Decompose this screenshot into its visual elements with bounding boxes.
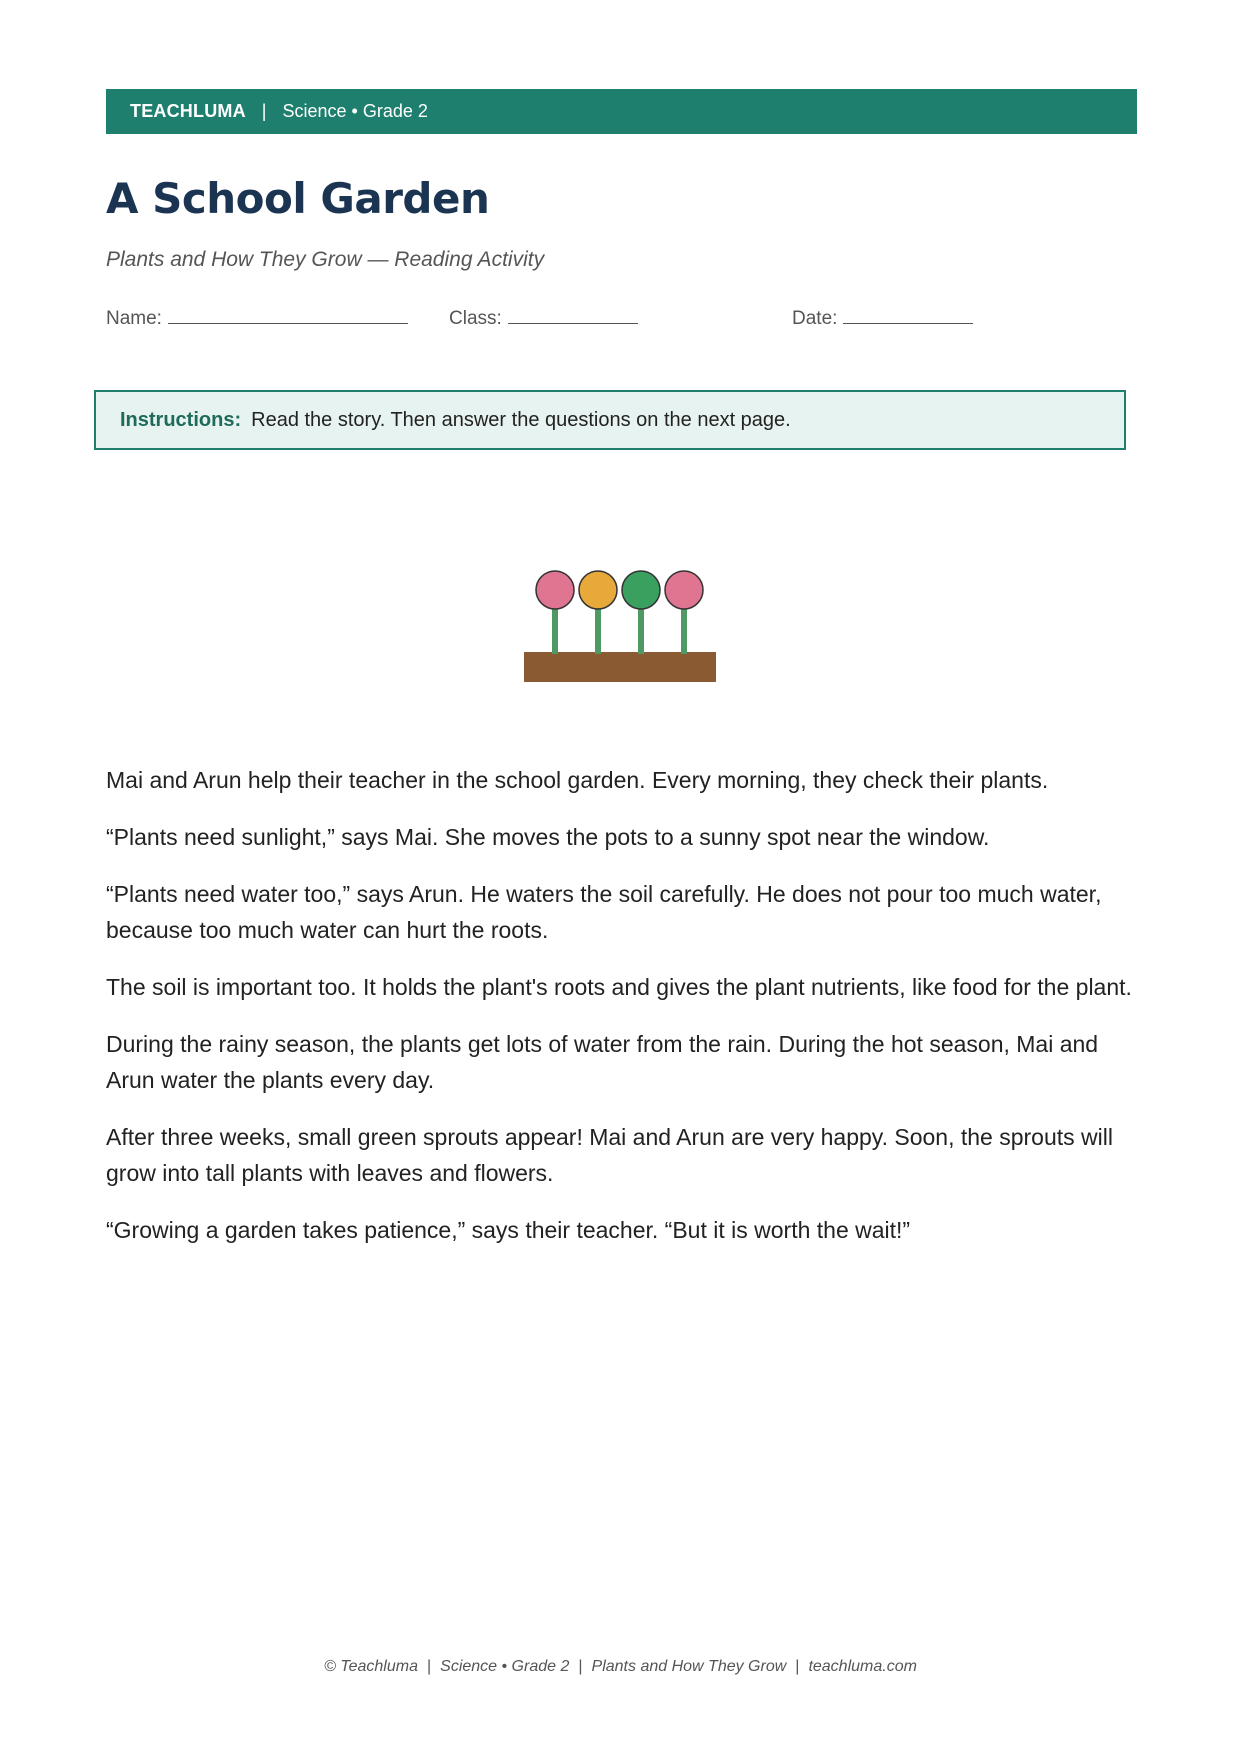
story-paragraph: Mai and Arun help their teacher in the school garden. Every morning, they check their plants. [106,767,1049,793]
page-title: A School Garden [106,174,490,223]
page-subtitle: Plants and How They Grow — Reading Activity [106,248,545,271]
brand-name: TEACHLUMA [130,101,246,121]
footer-subject-grade: Science • Grade 2 [440,1658,570,1675]
soil-bed [524,652,716,682]
class-blank-line[interactable] [508,303,638,324]
story-paragraph: After three weeks, small green sprouts appear! Mai and Arun are very happy. Soon, the sprouts will grow into tall plants with leaves and flowers. [106,1124,1113,1186]
garden-illustration [520,568,720,688]
flower-stem [681,608,687,654]
name-blank-line[interactable] [168,303,408,324]
story-text [106,762,1136,1269]
name-field[interactable] [106,303,408,330]
footer-separator: | [578,1658,583,1675]
story-paragraph: “Plants need sunlight,” says Mai. She moves the pots to a sunny spot near the window. [106,824,990,850]
footer-separator: | [795,1658,800,1675]
flower-stem [638,608,644,654]
header-bar [106,89,1137,134]
footer-separator: | [426,1658,432,1675]
date-field[interactable] [792,303,973,330]
footer-copyright: © Teachluma [324,1658,418,1675]
instructions-label: Instructions: [120,408,242,431]
class-label: Class: [449,308,502,329]
header-separator: | [261,101,267,121]
flower-head [536,571,574,609]
footer-site[interactable]: teachluma.com [808,1658,917,1675]
instructions-text: Read the story. Then answer the questions on the next page. [251,408,791,431]
date-blank-line[interactable] [843,303,973,324]
header-subject-grade: Science • Grade 2 [282,101,428,121]
footer-unit: Plants and How They Grow [591,1658,787,1675]
flower-stem [552,608,558,654]
story-paragraph: “Plants need water too,” says Arun. He waters the soil carefully. He does not pour too much water, because too much water can hurt the roots. [106,881,1102,943]
flower-stem [595,608,601,654]
flower-head [665,571,703,609]
story-paragraph: “Growing a garden takes patience,” says their teacher. “But it is worth the wait!” [106,1217,911,1243]
story-paragraph: The soil is important too. It holds the plant's roots and gives the plant nutrients, like food for the plant. [106,974,1132,1000]
flower-head [579,571,617,609]
date-label: Date: [792,308,838,329]
flower-head [622,571,660,609]
story-paragraph: During the rainy season, the plants get lots of water from the rain. During the hot season, Mai and Arun water the plants every day. [106,1031,1099,1093]
page-footer [0,1658,1241,1676]
class-field[interactable] [449,303,638,330]
instructions-box [94,390,1126,450]
name-label: Name: [106,308,162,329]
